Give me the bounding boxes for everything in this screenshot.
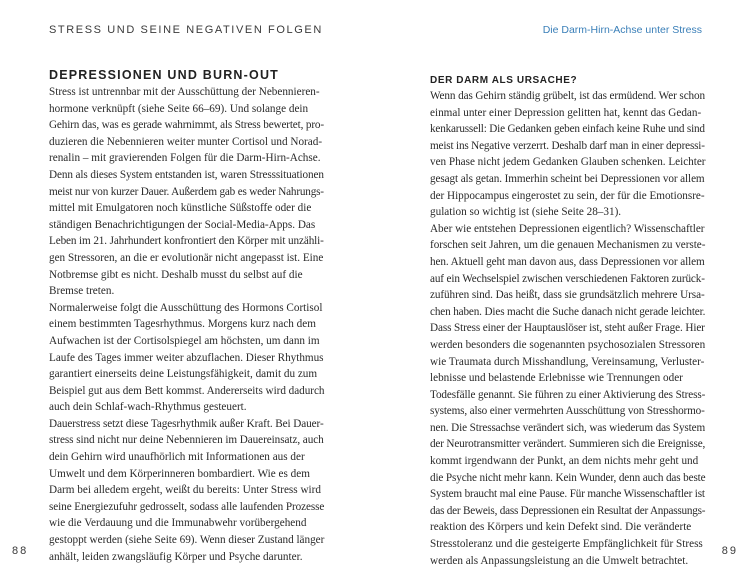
body-text-left (49, 84, 324, 565)
text-line: Wenn das Gehirn ständig grübelt, ist das ermüdend. Wer schon (430, 90, 706, 102)
text-line: Aber wie entstehen Depressionen eigentlich? Wissenschaftler (430, 222, 705, 235)
text-line: meist nur von kurzer Dauer. Außerdem gab es weder Nahrungs- (49, 185, 324, 198)
text-line: Leben im 21. Jahrhundert konfrontiert den Körper mit unzähli- (49, 235, 324, 248)
text-line: kommt irgendwann der Punkt, an dem nichts mehr geht und (430, 455, 699, 468)
text-line: Todesfälle genannt. Sie führen zu einer Aktivierung des Stress- (430, 388, 706, 401)
text-line: dein Gehirn wird unaufhörlich mit Informationen aus der (49, 451, 305, 464)
running-head-right: Die Darm-Hirn-Achse unter Stress (542, 24, 702, 36)
text-line: Aufwachen ist der Cortisolspiegel am höchsten, um dann im (49, 334, 320, 347)
text-line: meist ins Negative verzerrt. Deshalb darf man in einer depressi- (430, 139, 705, 152)
text-line: auf ein Wechselspiel zwischen verschiedenen Faktoren zurück- (430, 272, 705, 285)
text-line: einmal unter einer Depression gelitten hat, kennt das Gedan- (430, 106, 702, 119)
text-line: kenkarussell: Die Gedanken geben einfach keine Ruhe und sind (430, 123, 705, 136)
text-line: werden als Anpassungsleistung an die Umwelt betrachtet. (430, 554, 689, 567)
text-line: Notbremse gibt es nicht. Deshalb musst du selbst auf die (49, 268, 303, 281)
text-line: auch dein Schlaf-wach-Rhythmus gesteuert. (49, 401, 247, 414)
text-line: wie die Verdauung und die Immunabwehr vorübergehend (49, 517, 307, 530)
text-line: Stress ist untrennbar mit der Ausschüttung der Nebennieren- (49, 86, 320, 98)
text-line: gesagt als getan. Immerhin scheint bei Depressionen vor allem (430, 172, 705, 185)
text-line: der Neurotransmitter verändert. Summieren sich die Ereignisse, (430, 438, 706, 451)
text-line: anhält, leiden zwangsläufig Körper und Psyche darunter. (49, 550, 303, 563)
text-line: Stresstoleranz und die gesteigerte Empfänglichkeit für Stress (430, 538, 703, 551)
body-text-right (430, 88, 705, 569)
section-heading-darm-als-ursache: DER DARM ALS URSACHE? (430, 75, 578, 86)
text-line: Bremse treten. (49, 285, 115, 298)
page-number-left: 88 (12, 545, 29, 557)
text-line: das der Beweis, dass Depressionen ein Resultat der Anpassungs- (430, 504, 706, 517)
text-line: Denn als dieses System entstanden ist, waren Stresssituationen (49, 168, 324, 181)
text-line: hen. Aktuell geht man davon aus, dass Depressionen vor allem (430, 255, 705, 268)
text-line: mittel mit Emulgatoren noch künstliche Süßstoffe oder die (49, 202, 312, 215)
text-line: renalin – mit gravierenden Folgen für die Darm-Hirn-Achse. (49, 152, 321, 165)
text-line: werden besonders die sogenannten psychosozialen Stressoren (430, 338, 706, 351)
text-line: Dauerstress setzt diese Tagesrhythmik außer Kraft. Bei Dauer- (49, 417, 324, 430)
text-line: chen haben. Dies macht die Suche danach nicht gerade leichter. (430, 305, 706, 318)
text-line: gestoppt werden (siehe Seite 69). Wenn dieser Zustand länger (49, 534, 325, 547)
text-line: Umwelt und dem Körperinneren bombardiert. Wie es dem (49, 467, 310, 480)
right-page (375, 0, 750, 583)
running-head-left: STRESS UND SEINE NEGATIVEN FOLGEN (49, 24, 323, 36)
text-line: einem bestimmten Tagesrhythmus. Morgens kurz nach dem (49, 318, 316, 331)
text-line: nen. Die Stressachse verändert sich, was wiederum das System (430, 421, 706, 434)
text-line: duzieren die Nebennieren weiter munter Cortisol und Norad- (49, 135, 323, 148)
text-line: der Hippocampus eingerostet zu sein, der für die Emotionsre- (430, 189, 705, 202)
text-line: ven Phase nicht jedem Gedanken Glauben schenken. Leichter (430, 156, 706, 169)
text-line: stress sind nicht nur deine Nebennieren im Dauereinsatz, auch (49, 434, 324, 447)
text-line: seine Energiezufuhr gedrosselt, sodass alle laufenden Prozesse (49, 500, 325, 513)
text-line: gulation so wichtig ist (siehe Seite 28–31). (430, 206, 622, 219)
text-line: System braucht mal eine Pause. Für manche Wissenschaftler ist (430, 488, 705, 501)
text-line: systems, also einer vermehrten Ausschüttung von Stresshormo- (430, 405, 705, 418)
section-heading-depressionen: DEPRESSIONEN UND BURN-OUT (49, 68, 280, 82)
page-number-right: 89 (721, 545, 738, 557)
text-line: ständigen Benachrichtigungen der Social-Media-Apps. Das (49, 218, 316, 231)
text-line: Laufe des Tages immer weiter abzuflachen. Dieser Rhythmus (49, 351, 324, 364)
text-line: hormone verknüpft (siehe Seite 66–69). Und solange dein (49, 102, 309, 115)
text-line: lebnisse und belastende Erlebnisse wie Trennungen oder (430, 372, 683, 385)
text-line: Gehirn das, was es gerade wahrnimmt, als Stress bewertet, pro- (49, 119, 324, 132)
text-line: wie Traumata durch Misshandlung, Vereinsamung, Verluster- (430, 355, 705, 368)
text-line: Dass Stress einer der Hauptauslöser ist, steht außer Frage. Hier (430, 322, 705, 335)
text-line: zuführen sind. Das heißt, dass sie grundsätzlich mehrere Ursa- (430, 289, 705, 302)
text-line: garantiert einerseits deine Leistungsfähigkeit, damit du zum (49, 368, 318, 381)
text-line: Darm bei alledem ergeht, weißt du bereits: Unter Stress wird (49, 484, 321, 497)
text-line: Normalerweise folgt die Ausschüttung des Hormons Cortisol (49, 301, 323, 314)
text-line: gen Stressoren, an die er evolutionär nicht angepasst ist. Eine (49, 251, 324, 264)
text-line: Beispiel gut aus dem Bett kommst. Andererseits wird dadurch (49, 384, 325, 397)
text-line: die Psyche nicht mehr kann. Kein Wunder, denn auch das beste (430, 471, 706, 484)
text-line: reaktion des Körpers und kein Defekt sind. Die veränderte (430, 521, 692, 534)
text-line: forschen seit Jahren, um die genauen Mechanismen zu verste- (430, 239, 706, 252)
